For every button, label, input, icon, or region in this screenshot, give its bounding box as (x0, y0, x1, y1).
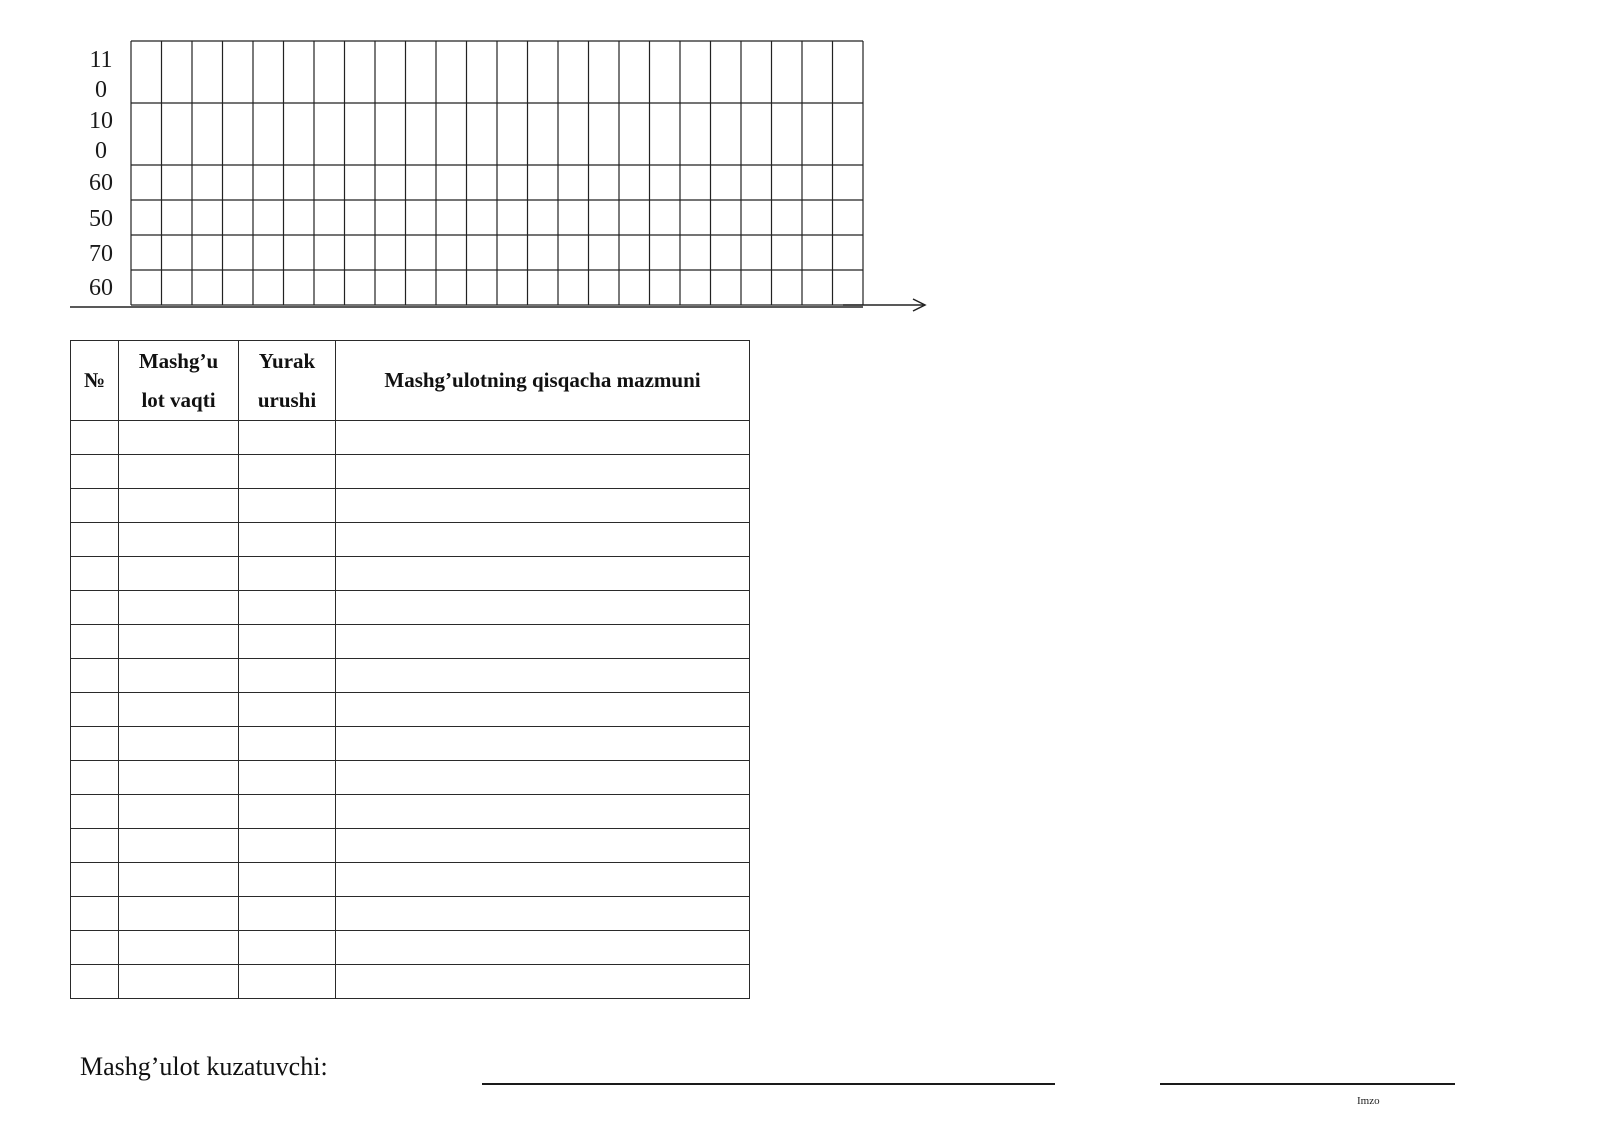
table-row (71, 421, 750, 455)
cell-number[interactable] (71, 931, 119, 965)
signature-caption: Imzo (1357, 1095, 1380, 1107)
observer-name-line[interactable] (482, 1083, 1055, 1085)
header-session-time (119, 341, 239, 421)
y-tick-label: 50 (89, 206, 113, 232)
cell-heart-rate[interactable] (239, 897, 336, 931)
cell-session-summary[interactable] (336, 829, 750, 863)
cell-heart-rate[interactable] (239, 591, 336, 625)
cell-session-summary[interactable] (336, 897, 750, 931)
cell-heart-rate[interactable] (239, 523, 336, 557)
heart-rate-grid-chart (0, 0, 940, 320)
cell-session-summary[interactable] (336, 489, 750, 523)
table-row (71, 863, 750, 897)
cell-number[interactable] (71, 829, 119, 863)
table-row (71, 659, 750, 693)
table-row (71, 489, 750, 523)
header-number: № (71, 341, 119, 421)
cell-number[interactable] (71, 421, 119, 455)
cell-number[interactable] (71, 659, 119, 693)
cell-session-summary[interactable] (336, 591, 750, 625)
cell-session-time[interactable] (119, 421, 239, 455)
cell-session-time[interactable] (119, 897, 239, 931)
cell-session-summary[interactable] (336, 557, 750, 591)
cell-session-time[interactable] (119, 931, 239, 965)
cell-heart-rate[interactable] (239, 693, 336, 727)
header-heart-rate-line1: Yurak (258, 348, 316, 373)
signature-line[interactable] (1160, 1083, 1455, 1085)
cell-heart-rate[interactable] (239, 659, 336, 693)
cell-session-summary[interactable] (336, 625, 750, 659)
table-row (71, 625, 750, 659)
cell-heart-rate[interactable] (239, 625, 336, 659)
cell-number[interactable] (71, 761, 119, 795)
table-row (71, 965, 750, 999)
table-header-row (71, 341, 750, 421)
cell-session-summary[interactable] (336, 761, 750, 795)
y-tick-label: 60 (89, 170, 113, 196)
cell-number[interactable] (71, 897, 119, 931)
cell-session-time[interactable] (119, 965, 239, 999)
cell-number[interactable] (71, 591, 119, 625)
cell-number[interactable] (71, 727, 119, 761)
table-row (71, 829, 750, 863)
cell-number[interactable] (71, 557, 119, 591)
y-tick-label: 60 (89, 275, 113, 301)
cell-number[interactable] (71, 489, 119, 523)
cell-heart-rate[interactable] (239, 829, 336, 863)
cell-session-time[interactable] (119, 625, 239, 659)
cell-session-time[interactable] (119, 489, 239, 523)
cell-number[interactable] (71, 795, 119, 829)
cell-session-time[interactable] (119, 659, 239, 693)
cell-session-summary[interactable] (336, 659, 750, 693)
cell-session-time[interactable] (119, 557, 239, 591)
cell-heart-rate[interactable] (239, 965, 336, 999)
y-tick-label: 0 (95, 77, 107, 103)
cell-heart-rate[interactable] (239, 863, 336, 897)
table-row (71, 455, 750, 489)
cell-session-time[interactable] (119, 591, 239, 625)
cell-heart-rate[interactable] (239, 727, 336, 761)
table-row (71, 761, 750, 795)
y-axis-tick-labels (89, 47, 113, 301)
cell-session-time[interactable] (119, 761, 239, 795)
table-row (71, 897, 750, 931)
header-heart-rate (239, 341, 336, 421)
y-tick-label: 11 (89, 47, 113, 73)
header-session-time-line2: lot vaqti (141, 387, 216, 412)
cell-heart-rate[interactable] (239, 421, 336, 455)
cell-session-time[interactable] (119, 455, 239, 489)
cell-number[interactable] (71, 455, 119, 489)
grid-lines (131, 41, 863, 305)
table-row (71, 931, 750, 965)
cell-number[interactable] (71, 693, 119, 727)
cell-session-time[interactable] (119, 727, 239, 761)
cell-session-summary[interactable] (336, 931, 750, 965)
cell-session-summary[interactable] (336, 795, 750, 829)
cell-heart-rate[interactable] (239, 489, 336, 523)
table-row (71, 523, 750, 557)
cell-number[interactable] (71, 625, 119, 659)
table-row (71, 727, 750, 761)
table-row (71, 591, 750, 625)
y-tick-label: 70 (89, 241, 113, 267)
cell-session-summary[interactable] (336, 421, 750, 455)
cell-heart-rate[interactable] (239, 931, 336, 965)
table-row (71, 557, 750, 591)
cell-heart-rate[interactable] (239, 795, 336, 829)
table-row (71, 693, 750, 727)
training-log-table (70, 340, 750, 999)
cell-heart-rate[interactable] (239, 557, 336, 591)
cell-session-time[interactable] (119, 795, 239, 829)
cell-session-summary[interactable] (336, 693, 750, 727)
cell-session-time[interactable] (119, 693, 239, 727)
cell-number[interactable] (71, 863, 119, 897)
cell-heart-rate[interactable] (239, 455, 336, 489)
y-tick-label: 0 (95, 138, 107, 164)
y-tick-label: 10 (89, 108, 113, 134)
cell-session-time[interactable] (119, 829, 239, 863)
cell-heart-rate[interactable] (239, 761, 336, 795)
cell-session-summary[interactable] (336, 965, 750, 999)
cell-session-summary[interactable] (336, 455, 750, 489)
cell-number[interactable] (71, 523, 119, 557)
header-session-time-line1: Mashg’u (138, 348, 219, 373)
cell-session-time[interactable] (119, 863, 239, 897)
header-heart-rate-line2: urushi (257, 387, 317, 412)
table-row (71, 795, 750, 829)
cell-session-summary[interactable] (336, 523, 750, 557)
table-body (71, 421, 750, 999)
cell-session-summary[interactable] (336, 727, 750, 761)
cell-number[interactable] (71, 965, 119, 999)
header-session-summary: Mashg’ulotning qisqacha mazmuni (336, 341, 750, 421)
cell-session-time[interactable] (119, 523, 239, 557)
observer-label: Mashg’ulot kuzatuvchi: (80, 1052, 328, 1081)
cell-session-summary[interactable] (336, 863, 750, 897)
